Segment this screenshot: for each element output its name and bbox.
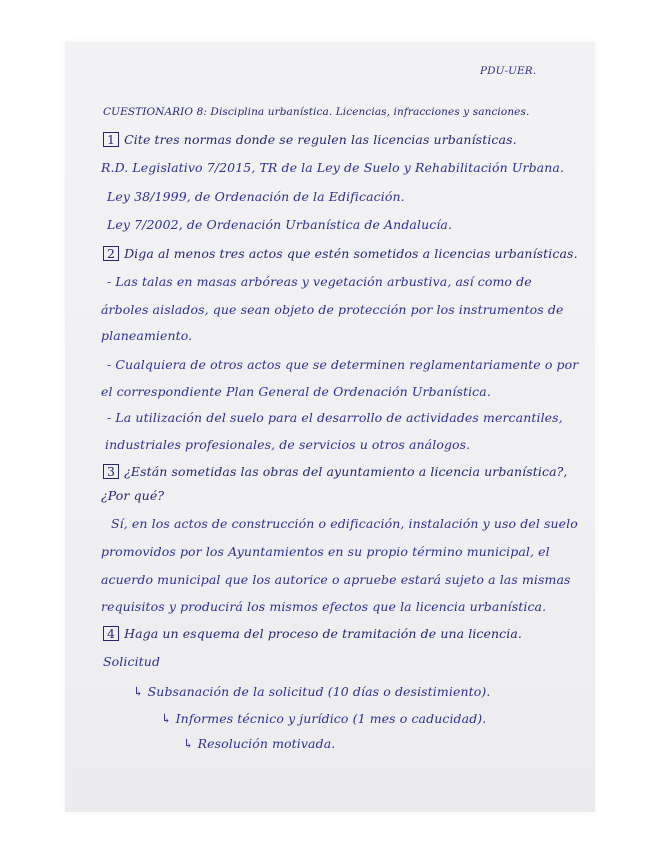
question-1-number: 1 xyxy=(103,132,119,147)
question-4-number: 4 xyxy=(103,626,119,641)
q2-answer-line-2: árboles aislados, que sean objeto de protección por los instrumentos de xyxy=(101,302,564,317)
question-2-number: 2 xyxy=(103,246,119,261)
q1-answer-line-1: R.D. Legislativo 7/2015, TR de la Ley de Suelo y Rehabilitación Urbana. xyxy=(101,160,565,175)
q2-answer-line-5: el correspondiente Plan General de Ordenación Urbanística. xyxy=(101,384,491,399)
q1-answer-line-3: Ley 7/2002, de Ordenación Urbanística de Andalucía. xyxy=(107,217,453,232)
question-3-prompt: ¿Están sometidas las obras del ayuntamiento a licencia urbanística?, xyxy=(124,464,568,479)
q1-answer-line-2: Ley 38/1999, de Ordenación de la Edificación. xyxy=(107,189,405,204)
q2-answer-line-7: industriales profesionales, de servicios u otros análogos. xyxy=(105,437,471,452)
q3-answer-line-2: promovidos por los Ayuntamientos en su propio término municipal, el xyxy=(101,544,550,559)
q2-answer-line-4: - Cualquiera de otros actos que se determinen reglamentariamente o por xyxy=(107,357,579,372)
q3-answer-line-3: acuerdo municipal que los autorice o apruebe estará sujeto a las mismas xyxy=(101,572,571,587)
question-1 xyxy=(103,132,517,147)
question-3-number: 3 xyxy=(103,464,119,479)
questionnaire-title: CUESTIONARIO 8: Disciplina urbanística. Licencias, infracciones y sanciones. xyxy=(103,106,530,118)
question-2-prompt: Diga al menos tres actos que estén sometidos a licencias urbanísticas. xyxy=(124,246,578,261)
q2-answer-line-3: planeamiento. xyxy=(101,328,193,343)
q4-scheme-step-solicitud: Solicitud xyxy=(103,654,161,669)
q2-answer-line-1: - Las talas en masas arbóreas y vegetación arbustiva, así como de xyxy=(107,274,532,289)
question-1-prompt: Cite tres normas donde se regulen las licencias urbanísticas. xyxy=(124,132,517,147)
question-4-prompt: Haga un esquema del proceso de tramitación de una licencia. xyxy=(124,626,523,641)
header-code: PDU-UER. xyxy=(480,65,537,77)
handwritten-sheet xyxy=(65,42,595,812)
q4-scheme-step-resolucion: ↳ Resolución motivada. xyxy=(183,736,336,751)
q3-answer-line-4: requisitos y producirá los mismos efectos que la licencia urbanística. xyxy=(101,599,547,614)
question-3-prompt-continued: ¿Por qué? xyxy=(101,488,165,503)
question-2 xyxy=(103,246,578,261)
q4-scheme-step-subsanacion: ↳ Subsanación de la solicitud (10 días o desistimiento). xyxy=(133,684,491,699)
question-4 xyxy=(103,626,522,641)
q4-scheme-step-informes: ↳ Informes técnico y jurídico (1 mes o caducidad). xyxy=(161,711,487,726)
q2-answer-line-6: - La utilización del suelo para el desarrollo de actividades mercantiles, xyxy=(107,410,563,425)
question-3 xyxy=(103,464,568,479)
q3-answer-line-1: Sí, en los actos de construcción o edificación, instalación y uso del suelo xyxy=(111,516,578,531)
